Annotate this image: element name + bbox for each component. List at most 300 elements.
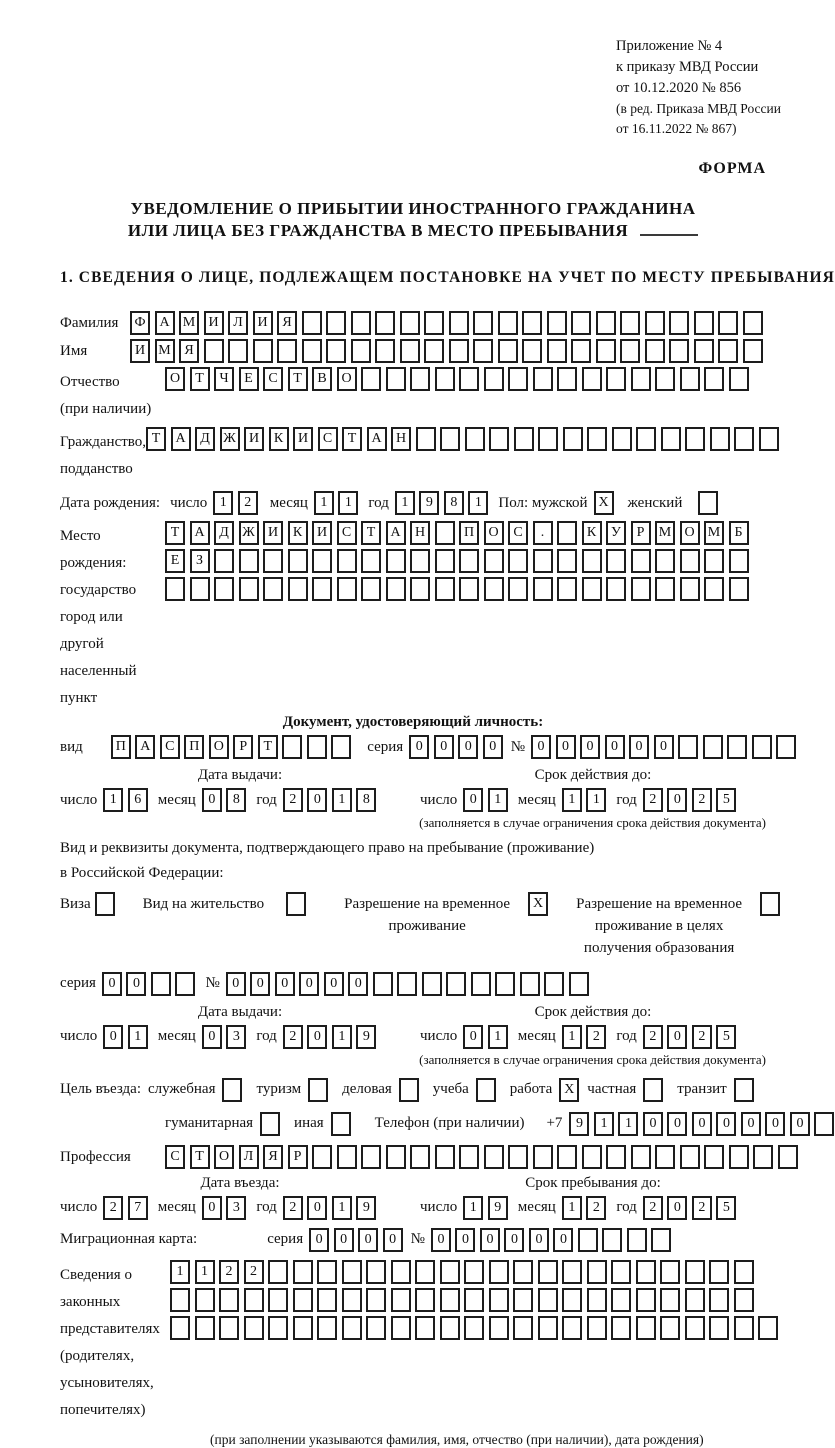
char-cell[interactable]: Л (228, 311, 248, 335)
char-cell[interactable]: 2 (643, 1025, 663, 1049)
char-cell[interactable] (620, 311, 640, 335)
char-cell[interactable] (602, 1228, 622, 1252)
char-cell[interactable] (190, 577, 210, 601)
char-cell[interactable]: 0 (434, 735, 454, 759)
char-cell[interactable] (611, 1316, 631, 1340)
char-cell[interactable] (489, 1288, 509, 1312)
char-cell[interactable] (651, 1228, 671, 1252)
char-cell[interactable]: 0 (463, 788, 483, 812)
char-cell[interactable]: 0 (431, 1228, 451, 1252)
char-cell[interactable] (680, 1145, 700, 1169)
char-cell[interactable] (685, 1260, 705, 1284)
char-cell[interactable] (435, 1145, 455, 1169)
char-cell[interactable]: О (337, 367, 357, 391)
char-cell[interactable] (582, 577, 602, 601)
char-cell[interactable] (734, 1316, 754, 1340)
char-cell[interactable]: К (269, 427, 289, 451)
char-cell[interactable] (263, 577, 283, 601)
char-cell[interactable] (489, 1316, 509, 1340)
char-cell[interactable]: 2 (103, 1196, 123, 1220)
char-cell[interactable]: Ж (239, 521, 259, 545)
char-cell[interactable] (244, 1316, 264, 1340)
char-cell[interactable] (587, 427, 607, 451)
char-cell[interactable]: 1 (488, 788, 508, 812)
char-cell[interactable] (337, 549, 357, 573)
char-cell[interactable]: 0 (692, 1112, 712, 1136)
char-cell[interactable] (459, 367, 479, 391)
char-cell[interactable] (239, 577, 259, 601)
char-cell[interactable]: 0 (556, 735, 576, 759)
char-cell[interactable] (631, 549, 651, 573)
char-cell[interactable]: 1 (488, 1025, 508, 1049)
char-cell[interactable] (416, 427, 436, 451)
char-cell[interactable]: 3 (226, 1025, 246, 1049)
char-cell[interactable] (464, 1288, 484, 1312)
char-cell[interactable]: Ч (214, 367, 234, 391)
char-cell[interactable]: 1 (395, 491, 415, 515)
char-cell[interactable] (400, 339, 420, 363)
char-cell[interactable]: 2 (244, 1260, 264, 1284)
char-cell[interactable]: И (312, 521, 332, 545)
char-cell[interactable]: 0 (741, 1112, 761, 1136)
char-cell[interactable]: 1 (618, 1112, 638, 1136)
char-cell[interactable] (361, 1145, 381, 1169)
char-cell[interactable] (204, 339, 224, 363)
char-cell[interactable] (219, 1288, 239, 1312)
char-cell[interactable]: 0 (324, 972, 344, 996)
char-cell[interactable] (513, 1316, 533, 1340)
char-cell[interactable]: Б (729, 521, 749, 545)
char-cell[interactable] (544, 972, 564, 996)
char-cell[interactable] (704, 1145, 724, 1169)
char-cell[interactable] (222, 1078, 242, 1102)
char-cell[interactable]: 0 (202, 1196, 222, 1220)
purpose-official-checkbox[interactable] (222, 1078, 242, 1102)
char-cell[interactable] (655, 367, 675, 391)
char-cell[interactable] (308, 1078, 328, 1102)
char-cell[interactable] (214, 577, 234, 601)
char-cell[interactable]: 0 (667, 788, 687, 812)
sex-female-checkbox[interactable] (698, 491, 718, 515)
char-cell[interactable] (620, 339, 640, 363)
char-cell[interactable] (286, 892, 306, 916)
char-cell[interactable] (268, 1260, 288, 1284)
char-cell[interactable] (317, 1316, 337, 1340)
char-cell[interactable] (508, 367, 528, 391)
char-cell[interactable] (533, 1145, 553, 1169)
char-cell[interactable] (440, 1316, 460, 1340)
char-cell[interactable]: М (179, 311, 199, 335)
char-cell[interactable] (476, 1078, 496, 1102)
char-cell[interactable] (704, 367, 724, 391)
char-cell[interactable]: 0 (531, 735, 551, 759)
char-cell[interactable]: Е (239, 367, 259, 391)
char-cell[interactable] (244, 1288, 264, 1312)
char-cell[interactable]: В (312, 367, 332, 391)
char-cell[interactable] (753, 1145, 773, 1169)
char-cell[interactable] (533, 577, 553, 601)
char-cell[interactable] (424, 311, 444, 335)
char-cell[interactable] (533, 367, 553, 391)
char-cell[interactable]: Д (214, 521, 234, 545)
char-cell[interactable] (522, 311, 542, 335)
char-cell[interactable] (484, 1145, 504, 1169)
char-cell[interactable]: 2 (238, 491, 258, 515)
char-cell[interactable]: 1 (338, 491, 358, 515)
char-cell[interactable]: 1 (468, 491, 488, 515)
purpose-work-checkbox[interactable] (559, 1078, 579, 1102)
char-cell[interactable] (302, 339, 322, 363)
char-cell[interactable]: 0 (480, 1228, 500, 1252)
char-cell[interactable]: 0 (667, 1025, 687, 1049)
char-cell[interactable] (399, 1078, 419, 1102)
char-cell[interactable]: X (528, 892, 548, 916)
char-cell[interactable] (386, 1145, 406, 1169)
char-cell[interactable] (703, 735, 723, 759)
char-cell[interactable] (606, 577, 626, 601)
char-cell[interactable]: А (155, 311, 175, 335)
char-cell[interactable]: Т (190, 1145, 210, 1169)
char-cell[interactable]: П (459, 521, 479, 545)
char-cell[interactable] (727, 735, 747, 759)
purpose-humanitarian-checkbox[interactable] (260, 1112, 280, 1136)
char-cell[interactable] (557, 577, 577, 601)
char-cell[interactable] (366, 1260, 386, 1284)
char-cell[interactable]: О (165, 367, 185, 391)
char-cell[interactable] (435, 367, 455, 391)
char-cell[interactable] (288, 549, 308, 573)
char-cell[interactable]: О (214, 1145, 234, 1169)
char-cell[interactable]: 0 (504, 1228, 524, 1252)
char-cell[interactable]: 0 (250, 972, 270, 996)
char-cell[interactable] (680, 549, 700, 573)
char-cell[interactable]: 1 (332, 1025, 352, 1049)
residence-permit-checkbox[interactable] (286, 892, 306, 916)
char-cell[interactable]: 1 (332, 788, 352, 812)
char-cell[interactable] (260, 1112, 280, 1136)
purpose-other-checkbox[interactable] (331, 1112, 351, 1136)
purpose-transit-checkbox[interactable] (734, 1078, 754, 1102)
char-cell[interactable] (508, 577, 528, 601)
char-cell[interactable] (263, 549, 283, 573)
char-cell[interactable]: 0 (643, 1112, 663, 1136)
char-cell[interactable] (606, 549, 626, 573)
char-cell[interactable] (578, 1228, 598, 1252)
char-cell[interactable]: 0 (307, 1025, 327, 1049)
char-cell[interactable]: 1 (562, 1196, 582, 1220)
char-cell[interactable]: 1 (314, 491, 334, 515)
char-cell[interactable]: Н (391, 427, 411, 451)
char-cell[interactable] (440, 427, 460, 451)
char-cell[interactable] (195, 1288, 215, 1312)
char-cell[interactable]: 2 (219, 1260, 239, 1284)
char-cell[interactable] (685, 1316, 705, 1340)
char-cell[interactable]: 9 (356, 1196, 376, 1220)
char-cell[interactable] (557, 521, 577, 545)
char-cell[interactable]: 0 (358, 1228, 378, 1252)
char-cell[interactable] (631, 1145, 651, 1169)
char-cell[interactable]: 0 (716, 1112, 736, 1136)
char-cell[interactable]: 0 (103, 1025, 123, 1049)
char-cell[interactable]: 0 (383, 1228, 403, 1252)
char-cell[interactable]: А (386, 521, 406, 545)
visa-checkbox[interactable] (95, 892, 115, 916)
char-cell[interactable] (538, 1288, 558, 1312)
char-cell[interactable] (752, 735, 772, 759)
char-cell[interactable]: 0 (605, 735, 625, 759)
char-cell[interactable] (410, 367, 430, 391)
char-cell[interactable] (778, 1145, 798, 1169)
char-cell[interactable] (375, 339, 395, 363)
char-cell[interactable] (410, 1145, 430, 1169)
char-cell[interactable] (661, 427, 681, 451)
char-cell[interactable] (282, 735, 302, 759)
char-cell[interactable] (678, 735, 698, 759)
char-cell[interactable]: С (165, 1145, 185, 1169)
char-cell[interactable] (473, 311, 493, 335)
char-cell[interactable] (729, 1145, 749, 1169)
char-cell[interactable]: Я (179, 339, 199, 363)
char-cell[interactable] (302, 311, 322, 335)
char-cell[interactable] (582, 549, 602, 573)
char-cell[interactable]: 2 (586, 1196, 606, 1220)
char-cell[interactable]: Е (165, 549, 185, 573)
char-cell[interactable] (694, 311, 714, 335)
char-cell[interactable] (734, 427, 754, 451)
char-cell[interactable] (698, 491, 718, 515)
char-cell[interactable] (415, 1260, 435, 1284)
char-cell[interactable] (386, 367, 406, 391)
char-cell[interactable] (459, 577, 479, 601)
char-cell[interactable] (351, 339, 371, 363)
char-cell[interactable]: X (594, 491, 614, 515)
char-cell[interactable]: 5 (716, 1196, 736, 1220)
char-cell[interactable] (317, 1288, 337, 1312)
char-cell[interactable] (464, 1316, 484, 1340)
char-cell[interactable] (718, 339, 738, 363)
char-cell[interactable] (288, 577, 308, 601)
char-cell[interactable] (342, 1260, 362, 1284)
char-cell[interactable] (435, 521, 455, 545)
char-cell[interactable] (596, 311, 616, 335)
char-cell[interactable] (498, 339, 518, 363)
char-cell[interactable] (587, 1260, 607, 1284)
char-cell[interactable] (331, 735, 351, 759)
char-cell[interactable] (312, 549, 332, 573)
char-cell[interactable]: 0 (275, 972, 295, 996)
char-cell[interactable]: 2 (283, 788, 303, 812)
char-cell[interactable] (718, 311, 738, 335)
char-cell[interactable] (694, 339, 714, 363)
char-cell[interactable]: 2 (283, 1196, 303, 1220)
temp-residence-edu-checkbox[interactable] (760, 892, 780, 916)
char-cell[interactable]: 0 (202, 788, 222, 812)
char-cell[interactable] (611, 1288, 631, 1312)
char-cell[interactable] (484, 577, 504, 601)
char-cell[interactable] (277, 339, 297, 363)
char-cell[interactable] (636, 1316, 656, 1340)
char-cell[interactable]: М (655, 521, 675, 545)
char-cell[interactable] (710, 427, 730, 451)
char-cell[interactable]: И (204, 311, 224, 335)
char-cell[interactable]: Т (342, 427, 362, 451)
char-cell[interactable] (562, 1260, 582, 1284)
char-cell[interactable] (459, 549, 479, 573)
char-cell[interactable] (655, 577, 675, 601)
char-cell[interactable] (709, 1260, 729, 1284)
char-cell[interactable] (562, 1288, 582, 1312)
char-cell[interactable]: 0 (667, 1196, 687, 1220)
char-cell[interactable]: О (209, 735, 229, 759)
char-cell[interactable] (582, 1145, 602, 1169)
char-cell[interactable]: 0 (409, 735, 429, 759)
char-cell[interactable]: Я (277, 311, 297, 335)
char-cell[interactable] (361, 367, 381, 391)
char-cell[interactable] (449, 311, 469, 335)
char-cell[interactable] (631, 577, 651, 601)
char-cell[interactable] (386, 577, 406, 601)
char-cell[interactable] (459, 1145, 479, 1169)
char-cell[interactable] (446, 972, 466, 996)
char-cell[interactable] (293, 1288, 313, 1312)
char-cell[interactable]: П (111, 735, 131, 759)
char-cell[interactable] (489, 427, 509, 451)
char-cell[interactable]: 2 (692, 1196, 712, 1220)
char-cell[interactable] (312, 1145, 332, 1169)
char-cell[interactable]: 1 (128, 1025, 148, 1049)
char-cell[interactable] (645, 339, 665, 363)
char-cell[interactable] (415, 1288, 435, 1312)
char-cell[interactable] (587, 1288, 607, 1312)
char-cell[interactable]: 1 (586, 788, 606, 812)
char-cell[interactable] (464, 1260, 484, 1284)
char-cell[interactable]: Л (239, 1145, 259, 1169)
char-cell[interactable] (484, 549, 504, 573)
char-cell[interactable] (776, 735, 796, 759)
phone-cells[interactable] (569, 1112, 834, 1136)
char-cell[interactable] (175, 972, 195, 996)
char-cell[interactable] (704, 577, 724, 601)
char-cell[interactable] (655, 1145, 675, 1169)
char-cell[interactable] (685, 427, 705, 451)
char-cell[interactable]: 9 (569, 1112, 589, 1136)
char-cell[interactable]: 0 (299, 972, 319, 996)
char-cell[interactable] (582, 367, 602, 391)
char-cell[interactable]: 0 (455, 1228, 475, 1252)
char-cell[interactable] (424, 339, 444, 363)
char-cell[interactable]: 0 (790, 1112, 810, 1136)
char-cell[interactable] (498, 311, 518, 335)
char-cell[interactable] (484, 367, 504, 391)
char-cell[interactable]: К (582, 521, 602, 545)
char-cell[interactable]: 0 (126, 972, 146, 996)
char-cell[interactable] (571, 339, 591, 363)
char-cell[interactable]: Р (631, 521, 651, 545)
char-cell[interactable]: 0 (654, 735, 674, 759)
char-cell[interactable]: М (155, 339, 175, 363)
char-cell[interactable]: 1 (195, 1260, 215, 1284)
char-cell[interactable] (337, 1145, 357, 1169)
char-cell[interactable] (636, 427, 656, 451)
char-cell[interactable] (268, 1288, 288, 1312)
purpose-study-checkbox[interactable] (476, 1078, 496, 1102)
char-cell[interactable]: . (533, 521, 553, 545)
char-cell[interactable]: 8 (226, 788, 246, 812)
char-cell[interactable]: Т (288, 367, 308, 391)
char-cell[interactable] (397, 972, 417, 996)
char-cell[interactable] (391, 1288, 411, 1312)
char-cell[interactable] (562, 1316, 582, 1340)
char-cell[interactable]: 1 (594, 1112, 614, 1136)
char-cell[interactable] (547, 311, 567, 335)
char-cell[interactable] (660, 1260, 680, 1284)
char-cell[interactable] (606, 367, 626, 391)
char-cell[interactable] (361, 577, 381, 601)
char-cell[interactable] (709, 1316, 729, 1340)
char-cell[interactable]: К (288, 521, 308, 545)
char-cell[interactable]: О (680, 521, 700, 545)
char-cell[interactable] (636, 1288, 656, 1312)
char-cell[interactable] (814, 1112, 834, 1136)
char-cell[interactable] (734, 1288, 754, 1312)
char-cell[interactable]: 2 (283, 1025, 303, 1049)
char-cell[interactable]: У (606, 521, 626, 545)
char-cell[interactable] (680, 367, 700, 391)
char-cell[interactable] (538, 427, 558, 451)
char-cell[interactable] (538, 1260, 558, 1284)
sex-male-checkbox[interactable] (594, 491, 614, 515)
char-cell[interactable] (522, 339, 542, 363)
char-cell[interactable] (758, 1316, 778, 1340)
char-cell[interactable]: 0 (102, 972, 122, 996)
char-cell[interactable]: 0 (463, 1025, 483, 1049)
char-cell[interactable] (375, 311, 395, 335)
char-cell[interactable]: А (135, 735, 155, 759)
char-cell[interactable]: 0 (226, 972, 246, 996)
char-cell[interactable]: 0 (458, 735, 478, 759)
char-cell[interactable]: С (263, 367, 283, 391)
char-cell[interactable] (471, 972, 491, 996)
char-cell[interactable]: 5 (716, 788, 736, 812)
char-cell[interactable]: 1 (103, 788, 123, 812)
char-cell[interactable] (631, 367, 651, 391)
char-cell[interactable]: 0 (202, 1025, 222, 1049)
char-cell[interactable]: 0 (348, 972, 368, 996)
char-cell[interactable] (759, 427, 779, 451)
char-cell[interactable]: 0 (307, 788, 327, 812)
char-cell[interactable]: 0 (629, 735, 649, 759)
char-cell[interactable]: Т (258, 735, 278, 759)
char-cell[interactable] (342, 1316, 362, 1340)
char-cell[interactable]: 6 (128, 788, 148, 812)
char-cell[interactable]: И (244, 427, 264, 451)
char-cell[interactable]: 0 (765, 1112, 785, 1136)
char-cell[interactable]: 0 (580, 735, 600, 759)
char-cell[interactable]: 2 (586, 1025, 606, 1049)
char-cell[interactable]: И (253, 311, 273, 335)
char-cell[interactable]: З (190, 549, 210, 573)
char-cell[interactable]: 7 (128, 1196, 148, 1220)
char-cell[interactable]: 2 (643, 788, 663, 812)
char-cell[interactable] (508, 549, 528, 573)
char-cell[interactable]: 0 (529, 1228, 549, 1252)
char-cell[interactable] (435, 577, 455, 601)
char-cell[interactable] (95, 892, 115, 916)
char-cell[interactable] (293, 1316, 313, 1340)
char-cell[interactable] (557, 549, 577, 573)
char-cell[interactable]: Т (146, 427, 166, 451)
purpose-private-checkbox[interactable] (643, 1078, 663, 1102)
